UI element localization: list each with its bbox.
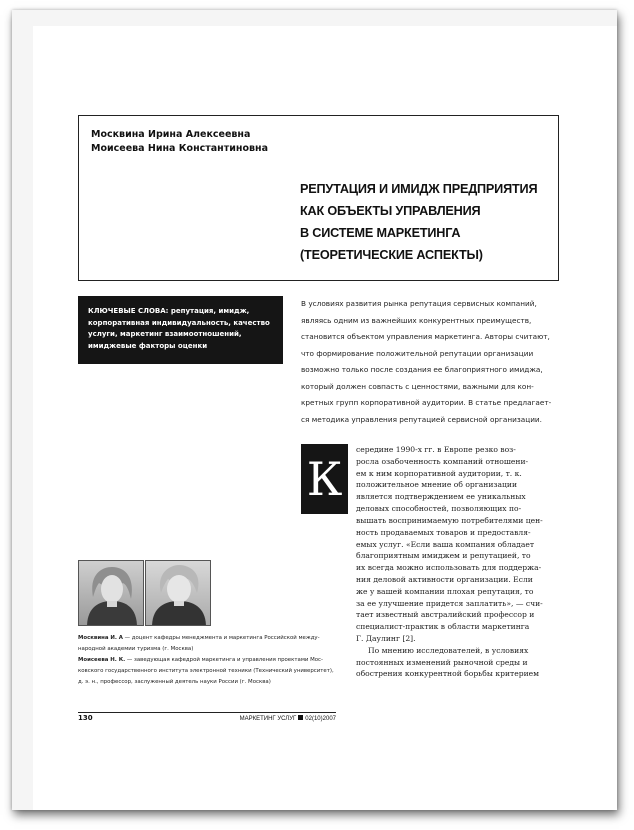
bio-line: народной академии туризма (г. Москва) <box>78 645 194 652</box>
body-line: благоприятным имиджем и репутацией, то <box>356 551 531 561</box>
body-line: постоянных изменений рыночной среды и <box>356 657 528 667</box>
body-line: их всегда можно использовать для поддержа- <box>356 563 542 573</box>
body-line: за ее улучшение придется заплатить», — счи- <box>356 598 543 608</box>
body-line: положительное мнение об организации <box>356 480 518 490</box>
page-number: 130 <box>78 714 93 722</box>
abstract-line: ся методика управления репутацией сервисной организации. <box>301 414 542 424</box>
body-text-main <box>356 515 559 680</box>
bio-line <box>78 655 340 666</box>
author-1: Москвина Ирина Алексеевна <box>91 129 251 140</box>
square-icon <box>298 715 303 720</box>
footer-rule <box>78 712 336 713</box>
abstract-line: который должен совпасть с ценностями, важными для кон- <box>301 381 534 391</box>
body-line: ность продаваемых товаров и предоставля- <box>356 527 531 537</box>
body-line: является подтверждением ее уникальных <box>356 492 526 502</box>
title-line: РЕПУТАЦИЯ И ИМИДЖ ПРЕДПРИЯТИЯ <box>300 181 538 196</box>
abstract-line: кретных групп корпоративной аудитории. В статье предлагает- <box>301 398 552 407</box>
body-line: обострения конкурентной борьбы критерием <box>356 669 540 679</box>
abstract-line: возможно только после создания ее благоприятного имиджа, <box>301 365 543 374</box>
abstract-line: являясь одним из важнейших конкурентных преимуществ, <box>301 315 532 325</box>
dropcap: К <box>301 444 348 514</box>
body-line: вышать воспринимаемую потребителями цен- <box>356 516 543 525</box>
author-photo-1 <box>78 560 144 626</box>
authors <box>91 128 268 156</box>
body-line: же у вашей компании плохая репутация, то <box>356 586 534 596</box>
bio-name-2: Моисеева Н. К. <box>78 656 126 663</box>
abstract-line: что формирование положительной репутации организации <box>301 348 534 358</box>
body-line: По мнению исследователей, в условиях <box>368 645 529 655</box>
body-line: Г. Даулинг [2]. <box>356 633 416 643</box>
author-2: Моисеева Нина Константиновна <box>91 143 268 154</box>
keywords-box: КЛЮЧЕВЫЕ СЛОВА: репутация, имидж, корпоративная индивидуальность, качество услуги, маркетинг взаимоотношений, имиджевые факторы оценки <box>78 296 283 364</box>
body-line: емых услуг. «Если ваша компания обладает <box>356 539 535 549</box>
body-line: ем к ним корпоративной аудитории, т. к. <box>356 468 522 478</box>
body-line: тает известный австралийский профессор и <box>356 610 535 620</box>
article-title <box>300 178 546 266</box>
bio-line: ковского государственного института электронной техники (Технический университет), <box>78 667 334 674</box>
title-line: (ТЕОРЕТИЧЕСКИЕ АСПЕКТЫ) <box>300 247 483 262</box>
bio-text: — доцент кафедры менеджмента и маркетинга Российской между- <box>122 635 320 641</box>
body-line: ния деловой активности организации. Если <box>356 574 533 584</box>
journal-title: МАРКЕТИНГ УСЛУГ <box>239 716 297 722</box>
author-bio <box>78 633 340 688</box>
abstract-line: становится объектом управления маркетинга. Авторы считают, <box>301 332 550 341</box>
journal-issue: 02(10)2007 <box>305 716 336 722</box>
bio-text: — заведующая кафедрой маркетинга и управления проектами Мос- <box>125 656 323 663</box>
abstract-line: В условиях развития рынка репутация сервисных компаний, <box>301 299 537 308</box>
bio-line <box>78 633 340 644</box>
body-line: росла озабоченность компаний отношени- <box>356 456 529 466</box>
body-line: деловых способностей, позволяющих по- <box>356 503 522 513</box>
body-text-top <box>356 444 559 515</box>
bio-name-1: Москвина И. А <box>78 635 123 641</box>
abstract <box>301 296 559 428</box>
journal-name <box>236 715 336 722</box>
author-photo-2 <box>145 560 211 626</box>
body-line: специалист-практик в области маркетинга <box>356 622 530 632</box>
title-line: КАК ОБЪЕКТЫ УПРАВЛЕНИЯ <box>300 203 481 218</box>
body-line: середине 1990-х гг. в Европе резко воз- <box>356 445 516 454</box>
header-box <box>78 115 559 281</box>
title-line: В СИСТЕМЕ МАРКЕТИНГА <box>300 225 461 240</box>
bio-line: д. э. н., профессор, заслуженный деятель науки России (г. Москва) <box>78 678 271 685</box>
